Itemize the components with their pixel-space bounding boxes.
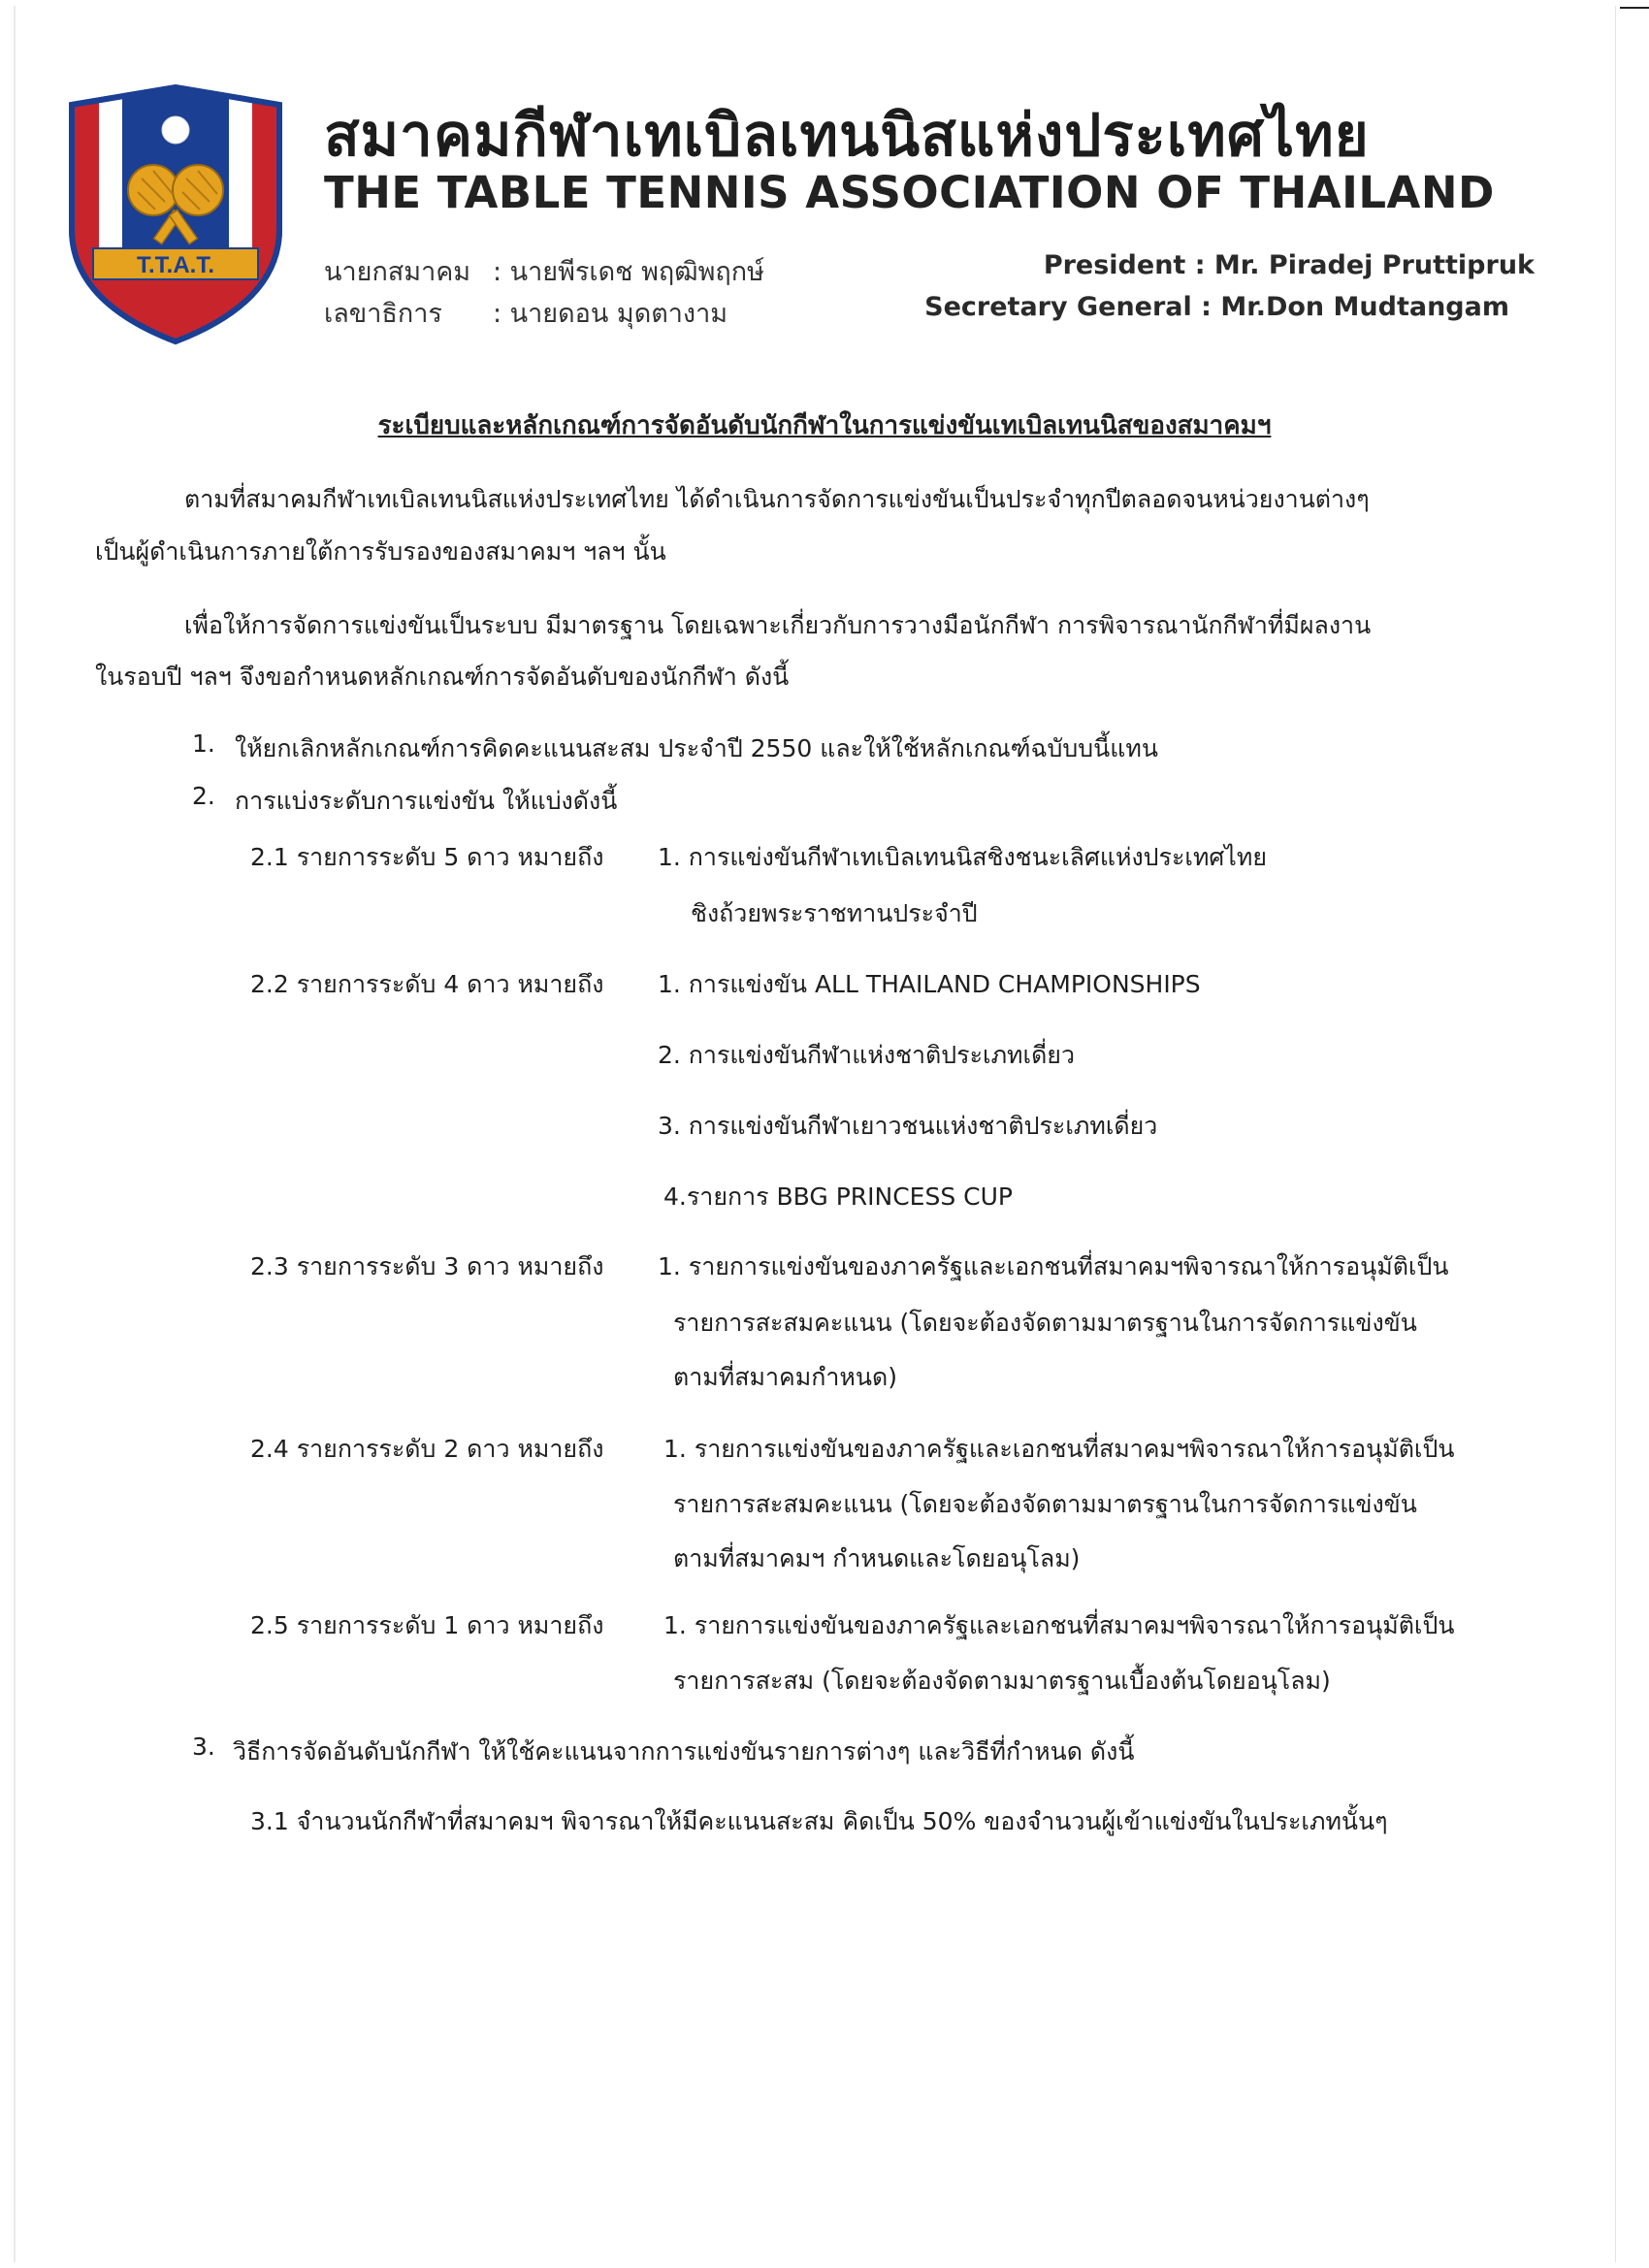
logo-text: T.T.A.T. xyxy=(136,252,215,278)
level-5-star-line-1: 1. การแข่งขันกีฬาเทเบิลเทนนิสชิงชนะเลิศแห่งประเทศไทย xyxy=(658,843,1267,871)
level-2-star-line-1: 1. รายการแข่งขันของภาครัฐและเอกชนที่สมาคมฯพิจารณาให้การอนุมัติเป็น xyxy=(663,1435,1455,1463)
item-1-number: 1. xyxy=(192,729,215,758)
level-4-star-label: 2.2 รายการระดับ 4 ดาว หมายถึง xyxy=(250,970,604,998)
level-3-star-line-3: ตามที่สมาคมกำหนด) xyxy=(673,1363,897,1391)
level-2-star-line-2: รายการสะสมคะแนน (โดยจะต้องจัดตามมาตรฐานในการจัดการแข่งขัน xyxy=(673,1490,1417,1518)
level-5-star-line-2: ชิงถ้วยพระราชทานประจำปี xyxy=(691,899,978,927)
officer-role-th-2: เลขาธิการ xyxy=(324,299,442,329)
level-2-star-label: 2.4 รายการระดับ 2 ดาว หมายถึง xyxy=(250,1435,604,1463)
association-name-english: THE TABLE TENNIS ASSOCIATION OF THAILAND xyxy=(324,167,1495,218)
level-4-star-line-4: 4.รายการ BBG PRINCESS CUP xyxy=(663,1183,1013,1211)
officer-name-th-2: : นายดอน มุดตางาม xyxy=(493,299,728,329)
scan-mark xyxy=(1620,7,1649,9)
level-4-star-line-2: 2. การแข่งขันกีฬาแห่งชาติประเภทเดี่ยว xyxy=(658,1041,1075,1069)
association-name-thai: สมาคมกีฬาเทเบิลเทนนิสแห่งประเทศไทย xyxy=(324,102,1370,170)
secretary-general-en: Secretary General : Mr.Don Mudtangam xyxy=(924,292,1509,322)
level-3-star-line-1: 1. รายการแข่งขันของภาครัฐและเอกชนที่สมาคมฯพิจารณาให้การอนุมัติเป็น xyxy=(658,1252,1449,1280)
document-title: ระเบียบและหลักเกณฑ์การจัดอันดับนักกีฬาในการแข่งขันเทเบิลเทนนิสของสมาคมฯ xyxy=(377,411,1272,440)
level-1-star-label: 2.5 รายการระดับ 1 ดาว หมายถึง xyxy=(250,1611,604,1639)
item-2-number: 2. xyxy=(192,782,215,810)
ttat-logo xyxy=(54,83,297,345)
item-3-1-text: 3.1 จำนวนนักกีฬาที่สมาคมฯ พิจารณาให้มีคะแนนสะสม คิดเป็น 50% ของจำนวนผู้เข้าแข่งขันในประเภทนั้นๆ xyxy=(250,1807,1388,1835)
level-4-star-line-1: 1. การแข่งขัน ALL THAILAND CHAMPIONSHIPS xyxy=(658,970,1201,998)
level-2-star-line-3: ตามที่สมาคมฯ กำหนดและโดยอนุโลม) xyxy=(673,1544,1081,1572)
level-5-star-label: 2.1 รายการระดับ 5 ดาว หมายถึง xyxy=(250,843,604,871)
paragraph-1-line-2: เป็นผู้ดำเนินการภายใต้การรับรองของสมาคมฯ ฯลฯ นั้น xyxy=(95,537,666,566)
item-2-text: การแบ่งระดับการแข่งขัน ให้แบ่งดังนี้ xyxy=(235,787,618,815)
level-3-star-label: 2.3 รายการระดับ 3 ดาว หมายถึง xyxy=(250,1252,604,1280)
paragraph-2-line-2: ในรอบปี ฯลฯ จึงขอกำหนดหลักเกณฑ์การจัดอันดับของนักกีฬา ดังนี้ xyxy=(95,663,790,691)
level-4-star-line-3: 3. การแข่งขันกีฬาเยาวชนแห่งชาติประเภทเดี่ยว xyxy=(658,1112,1158,1140)
officer-role-th-1: นายกสมาคม xyxy=(324,257,471,287)
item-3-number: 3. xyxy=(192,1733,215,1761)
level-1-star-line-1: 1. รายการแข่งขันของภาครัฐและเอกชนที่สมาคมฯพิจารณาให้การอนุมัติเป็น xyxy=(663,1611,1455,1639)
officer-name-th-1: : นายพีรเดช พฤฒิพฤกษ์ xyxy=(493,257,764,287)
paragraph-2-line-1: เพื่อให้การจัดการแข่งขันเป็นระบบ มีมาตรฐาน โดยเฉพาะเกี่ยวกับการวางมือนักกีฬา การพิจารณานักกีฬาที่มีผลงาน xyxy=(184,611,1372,639)
paragraph-1-line-1: ตามที่สมาคมกีฬาเทเบิลเทนนิสแห่งประเทศไทย ได้ดำเนินการจัดการแข่งขันเป็นประจำทุกปีตลอดจนหน่วยงานต่างๆ xyxy=(184,485,1370,513)
item-1-text: ให้ยกเลิกหลักเกณฑ์การคิดคะแนนสะสม ประจำปี 2550 และให้ใช้หลักเกณฑ์ฉบับบนี้แทน xyxy=(235,734,1158,762)
item-3-text: วิธีการจัดอันดับนักกีฬา ให้ใช้คะแนนจากการแข่งขันรายการต่างๆ และวิธีที่กำหนด ดังนี้ xyxy=(233,1737,1135,1766)
president-en: President : Mr. Piradej Pruttipruk xyxy=(1043,250,1535,280)
level-3-star-line-2: รายการสะสมคะแนน (โดยจะต้องจัดตามมาตรฐานในการจัดการแข่งขัน xyxy=(673,1309,1417,1337)
level-1-star-line-2: รายการสะสม (โดยจะต้องจัดตามมาตรฐานเบื้องต้นโดยอนุโลม) xyxy=(673,1667,1331,1695)
